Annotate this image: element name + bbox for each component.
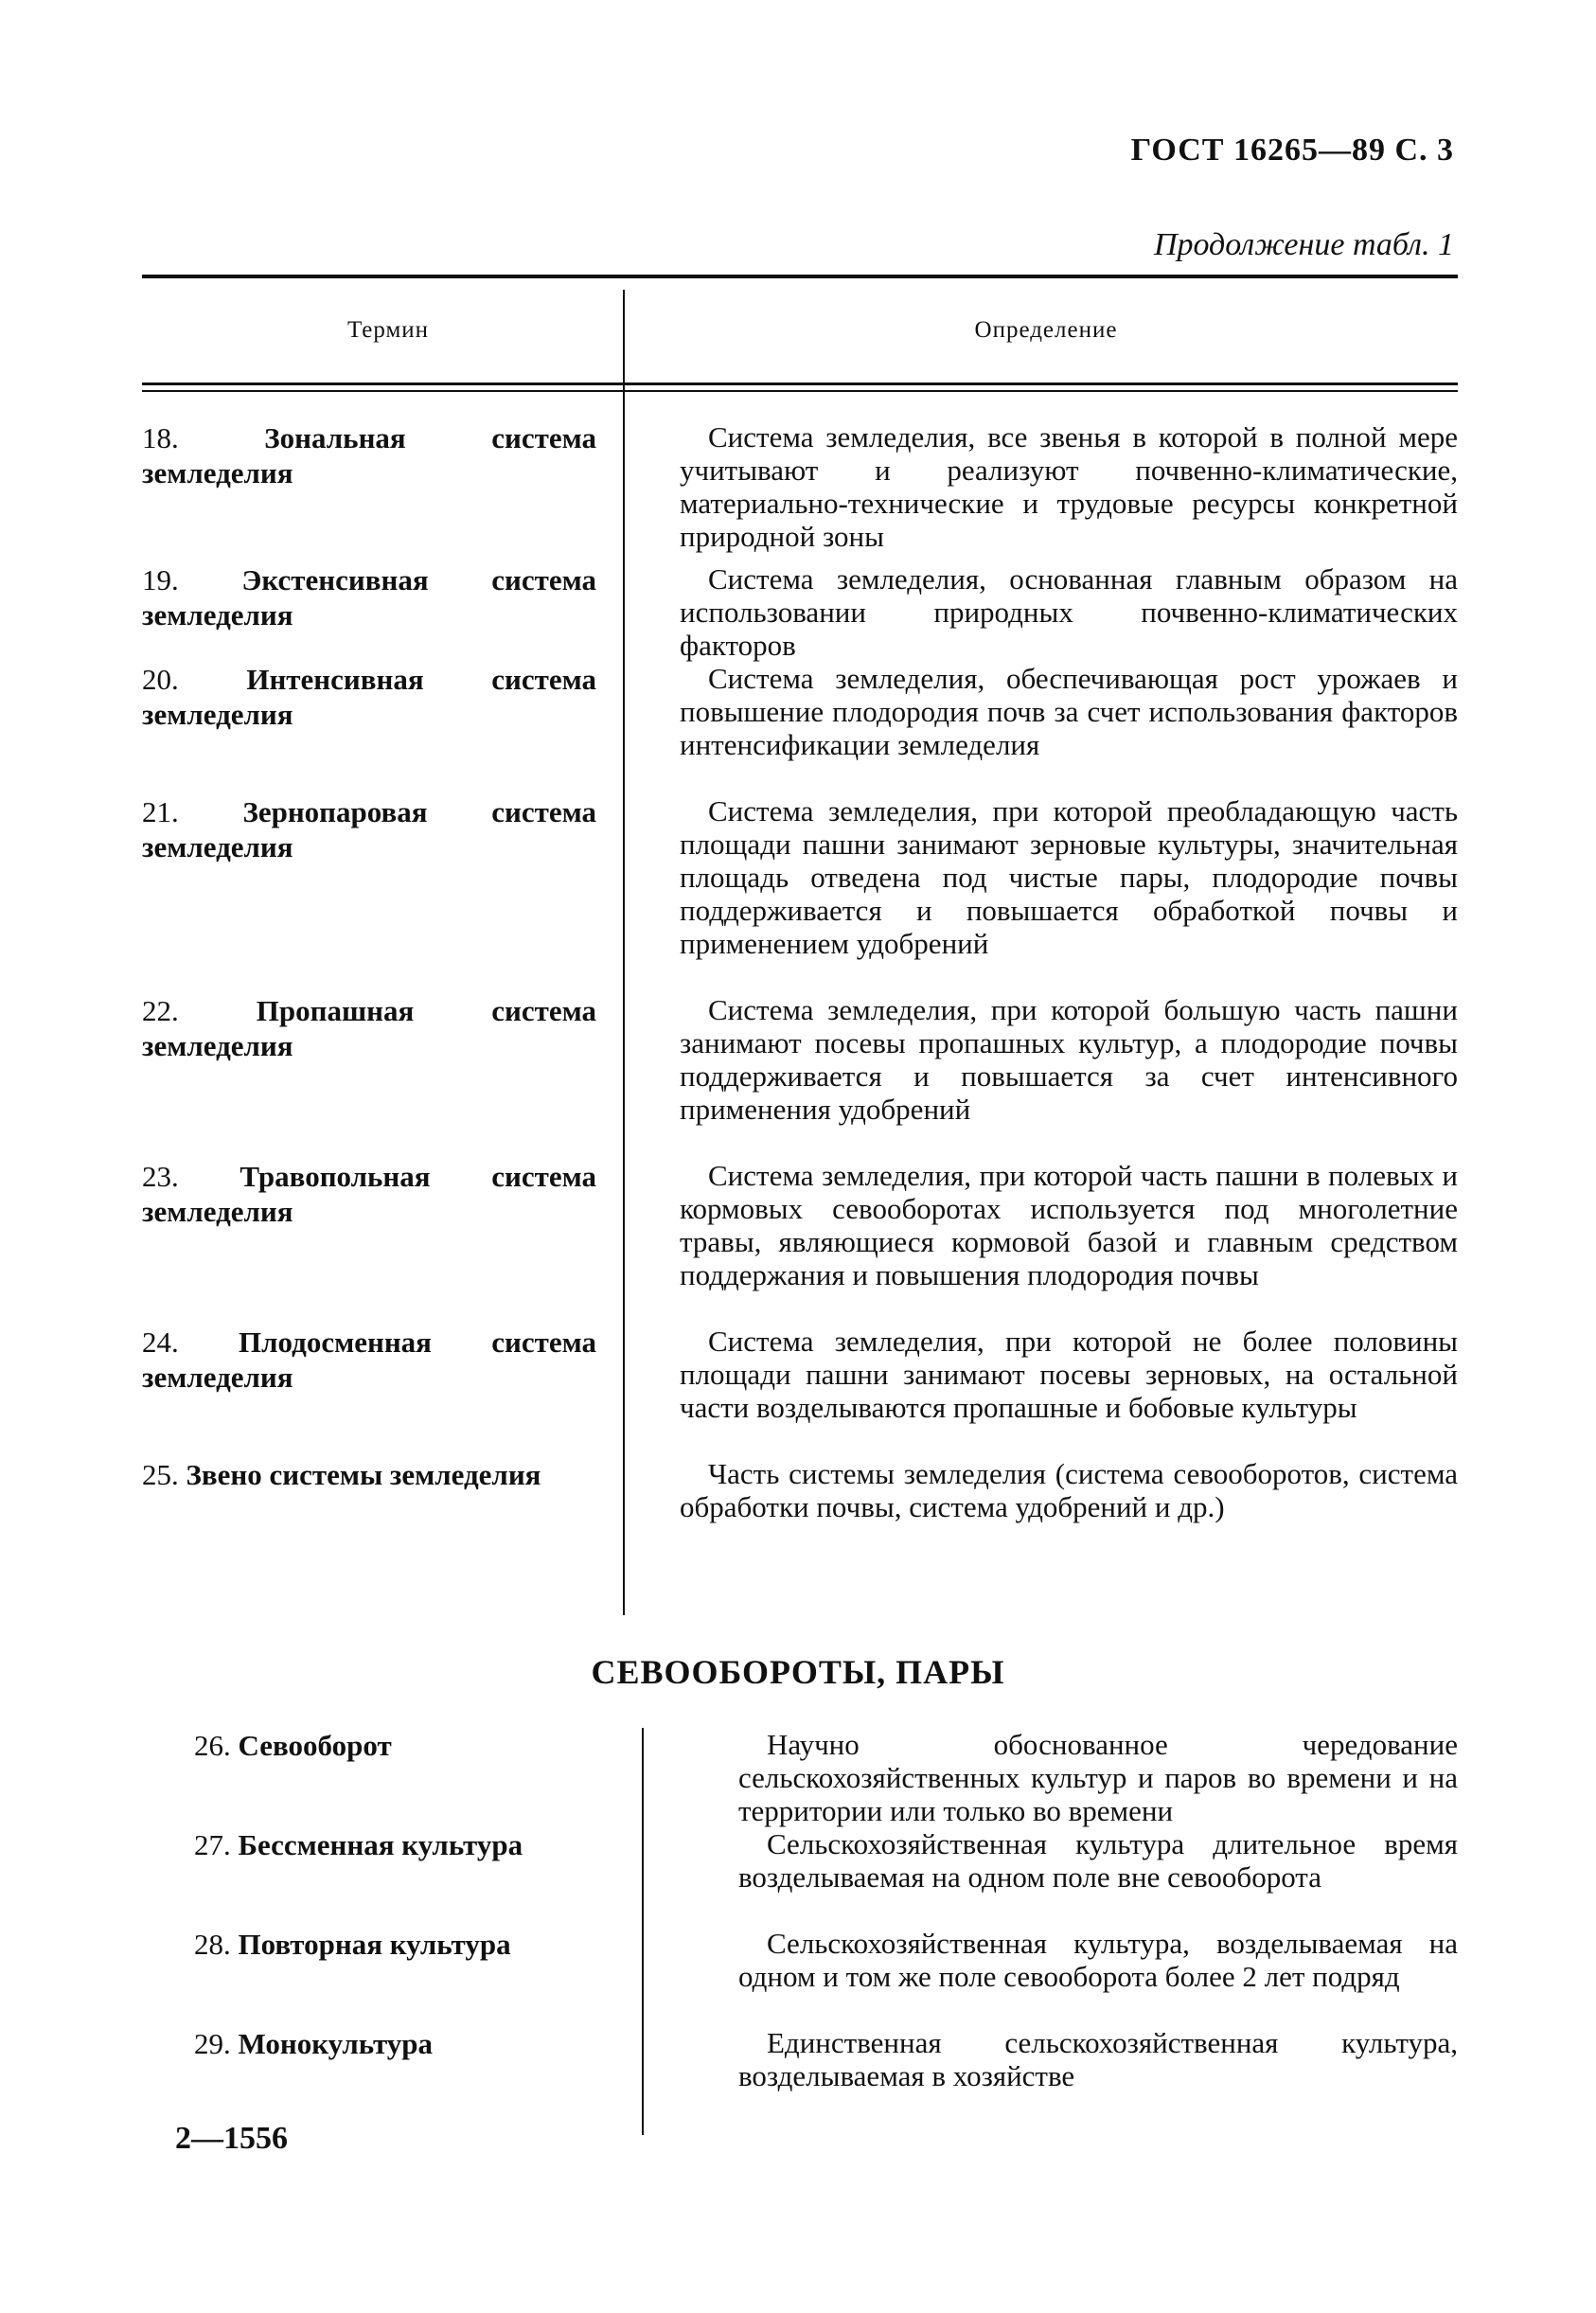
term-cell: 22. Пропашная система земледелия [142, 994, 597, 1062]
definition-cell: Система земледелия, при которой не более половины площади пашни занимают посевы зерновых, на остальной части возделываются пропашные и бобовые культуры [680, 1325, 1458, 1424]
table-row [142, 1325, 1458, 1457]
term-cell: 21. Зернопаровая система земледелия [142, 795, 596, 863]
definition-cell: Система земледелия, все звенья в которой в полной мере учитывают и реализуют почвенно-климатические, материально-технические и трудовые ресурсы конкретной природной зоны [680, 420, 1458, 553]
table-row [142, 1927, 1458, 2026]
page-mark: 2—1556 [175, 2121, 288, 2156]
column-header-term: Термин [346, 317, 430, 343]
table-row [142, 562, 1458, 662]
term-cell: 20. Интенсивная система земледелия [142, 663, 596, 731]
term-cell: 29. Монокультура [194, 2027, 434, 2060]
definition-cell: Система земледелия, обеспечивающая рост урожаев и повышение плодородия почв за счет использования факторов интенсификации земледелия [680, 662, 1458, 761]
table-row [142, 1827, 1458, 1927]
definition-cell: Часть системы земледелия (система севооборотов, система обработки почвы, система удобрений и др.) [680, 1457, 1458, 1523]
section-title: СЕВООБОРОТЫ, ПАРЫ [591, 1653, 1005, 1691]
table-header-rule [142, 383, 1458, 392]
table-continuation-label: Продолжение табл. 1 [1153, 227, 1454, 262]
table-row [142, 2026, 1458, 2102]
table-row [142, 1159, 1458, 1325]
document-code: ГОСТ 16265—89 С. 3 [1130, 133, 1454, 168]
column-divider [623, 290, 625, 1615]
definition-cell: Система земледелия, при которой часть пашни в полевых и кормовых севооборотах используется под многолетние травы, являющиеся кормовой базой и главным средством поддержания и повышения плодородия почвы [680, 1159, 1458, 1291]
term-cell: 27. Бессменная культура [194, 1828, 523, 1861]
term-cell: 24. Плодосменная система земледелия [142, 1326, 596, 1394]
terms-table [142, 275, 1458, 1580]
term-cell: 25. Звено системы земледелия [142, 1458, 541, 1491]
table-header-row [142, 278, 1458, 383]
table-row [142, 1457, 1458, 1580]
term-cell: 26. Севооборот [194, 1729, 392, 1762]
term-cell: 23. Травопольная система земледелия [142, 1160, 596, 1228]
column-header-definition: Определение [974, 317, 1118, 343]
term-cell: 19. Экстенсивная система земледелия [142, 563, 596, 632]
table-row [142, 794, 1458, 993]
table-row [142, 993, 1458, 1159]
section-terms-list [142, 1728, 1458, 2102]
definition-cell: Система земледелия, при которой большую часть пашни занимают посевы пропашных культур, а плодородие почвы поддерживается и повышается за счет интенсивного применения удобрений [680, 993, 1458, 1126]
definition-cell: Система земледелия, при которой преобладающую часть площади пашни занимают зерновые культуры, значительная площадь отведена под чистые пары, плодородие почвы поддерживается и повышается обработкой почвы и применением удобрений [680, 794, 1458, 960]
term-cell: 18. Зональная система земледелия [142, 421, 596, 489]
column-divider [642, 1728, 644, 2135]
definition-cell: Единственная сельскохозяйственная культура, возделываемая в хозяйстве [738, 2026, 1458, 2092]
definition-cell: Сельскохозяйственная культура, возделываемая на одном и том же поле севооборота более 2 лет подряд [738, 1927, 1458, 1993]
definition-cell: Система земледелия, основанная главным образом на использовании природных почвенно-климатических факторов [680, 562, 1458, 662]
definition-cell: Научно обоснованное чередование сельскохозяйственных культур и паров во времени и на территории или только во времени [738, 1728, 1458, 1827]
table-row [142, 420, 1458, 562]
definition-cell: Сельскохозяйственная культура длительное время возделываемая на одном поле вне севооборота [738, 1827, 1458, 1894]
table-row [142, 1728, 1458, 1827]
table-row [142, 662, 1458, 794]
term-cell: 28. Повторная культура [194, 1928, 511, 1961]
